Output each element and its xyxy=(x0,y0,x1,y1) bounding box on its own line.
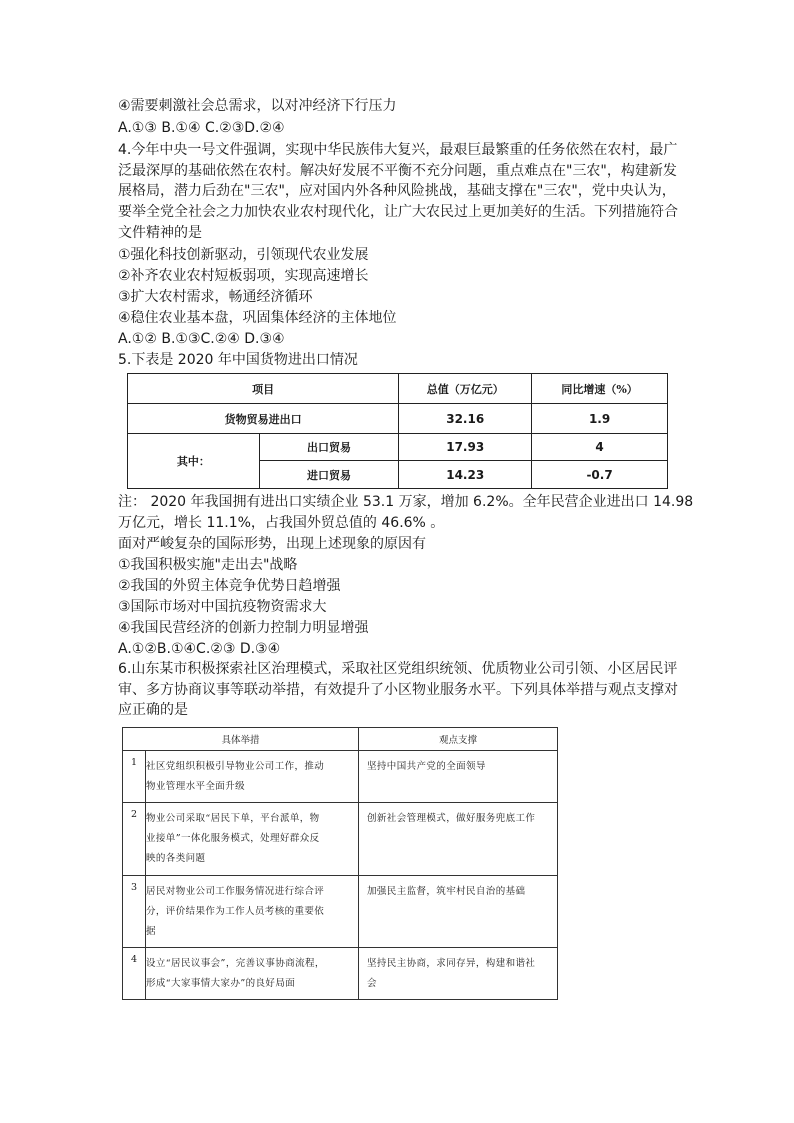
q6-stem-line: 审、多方协商议事等联动举措，有效提升了小区物业服务水平。下列具体举措与观点支撑对 xyxy=(118,681,678,698)
q5-question: 面对严峻复杂的国际形势，出现上述现象的原因有 xyxy=(118,536,426,552)
measure-line: 物业公司采取“居民下单，平台派单，物 xyxy=(146,813,320,824)
q4-stem xyxy=(118,140,678,244)
trade-import-value: 14.23 xyxy=(399,461,532,489)
q5-answer-choices: A.①②B.①④C.②③ D.③④ xyxy=(118,641,281,657)
row-measure xyxy=(146,948,359,1000)
row-index: 4 xyxy=(123,948,146,1000)
trade-table-header-item: 项目 xyxy=(128,374,399,404)
measure-line: 映的各类问题 xyxy=(146,853,206,864)
q5-note-line: 注： 2020 年我国拥有进出口实绩企业 53.1 万家，增加 6.2%。全年民营企业进出口 14.98 xyxy=(118,494,694,510)
q4-stem-line: 泛最深厚的基础依然在农村。解决好发展不平衡不充分问题，重点难点在"三农"，构建新发 xyxy=(118,162,677,179)
table-row xyxy=(123,876,558,948)
row-index: 1 xyxy=(123,751,146,803)
q4-option-4: ④稳住农业基本盘，巩固集体经济的主体地位 xyxy=(118,310,397,326)
trade-export-label: 出口贸易 xyxy=(259,434,399,461)
measure-line: 业接单”一体化服务模式，处理好群众反 xyxy=(146,833,320,844)
q6-stem-line: 6.山东某市积极探索社区治理模式，采取社区党组织统领、优质物业公司引领、小区居民评 xyxy=(118,661,678,677)
q5-option-3: ③国际市场对中国抗疫物资需求大 xyxy=(118,599,327,615)
q4-option-3: ③扩大农村需求，畅通经济循环 xyxy=(118,289,313,305)
measures-table xyxy=(122,727,558,1000)
q4-stem-line: 要举全党全社会之力加快农业农村现代化，让广大农民过上更加美好的生活。下列措施符合 xyxy=(118,204,678,221)
q4-stem-line: 展格局，潜力后劲在"三农"，应对国内外各种风险挑战，基础支撑在"三农"，党中央认为， xyxy=(118,183,676,200)
q4-option-1: ①强化科技创新驱动，引领现代农业发展 xyxy=(118,247,369,263)
q5-option-1: ①我国积极实施"走出去"战略 xyxy=(118,557,298,573)
trade-import-label: 进口贸易 xyxy=(259,461,399,489)
q3-option-4: ④需要刺激社会总需求，以对冲经济下行压力 xyxy=(118,98,397,114)
view-line: 会 xyxy=(367,978,377,989)
trade-import-growth: -0.7 xyxy=(532,461,668,489)
view-line: 坚持中国共产党的全面领导 xyxy=(367,761,486,772)
trade-total-value: 32.16 xyxy=(399,404,532,434)
measure-line: 社区党组织积极引导物业公司工作，推动 xyxy=(146,761,325,772)
trade-table-header-growth: 同比增速（%） xyxy=(532,374,668,404)
measure-line: 设立“居民议事会”，完善议事协商流程， xyxy=(146,958,325,969)
row-view xyxy=(359,876,558,948)
trade-export-growth: 4 xyxy=(532,434,668,461)
table-row xyxy=(123,751,558,803)
view-line: 创新社会管理模式，做好服务兜底工作 xyxy=(367,813,536,824)
trade-export-value: 17.93 xyxy=(399,434,532,461)
q5-option-2: ②我国的外贸主体竞争优势日趋增强 xyxy=(118,578,341,594)
measures-header-measure: 具体举措 xyxy=(123,728,359,751)
row-index: 3 xyxy=(123,876,146,948)
trade-table-header-value: 总值（万亿元） xyxy=(399,374,532,404)
q4-stem-line: 4.今年中央一号文件强调，实现中华民族伟大复兴，最艰巨最繁重的任务依然在农村，最广 xyxy=(118,142,678,158)
view-line: 坚持民主协商，求同存异，构建和谐社 xyxy=(367,958,536,969)
measure-line: 形成“大家事情大家办”的良好局面 xyxy=(146,978,296,989)
measure-line: 据 xyxy=(146,926,156,937)
row-measure xyxy=(146,751,359,803)
q5-option-4: ④我国民营经济的创新力控制力明显增强 xyxy=(118,620,369,636)
q5-note-line: 万亿元，增长 11.1%，占我国外贸总值的 46.6% 。 xyxy=(118,514,445,531)
row-measure xyxy=(146,876,359,948)
q4-answer-choices: A.①② B.①③C.②④ D.③④ xyxy=(118,331,285,347)
q5-note xyxy=(118,492,694,533)
row-index: 2 xyxy=(123,803,146,876)
q5-stem: 5.下表是 2020 年中国货物进出口情况 xyxy=(118,352,358,368)
q3-answer-choices: A.①③ B.①④ C.②③D.②④ xyxy=(118,120,285,136)
trade-table xyxy=(127,373,668,489)
q6-stem xyxy=(118,659,678,721)
q4-option-2: ②补齐农业农村短板弱项，实现高速增长 xyxy=(118,268,369,284)
table-row xyxy=(123,948,558,1000)
trade-total-growth: 1.9 xyxy=(532,404,668,434)
trade-group-label: 其中： xyxy=(128,434,260,489)
row-view xyxy=(359,803,558,876)
view-line: 加强民主监督，筑牢村民自治的基础 xyxy=(367,886,526,897)
measure-line: 物业管理水平全面升级 xyxy=(146,781,246,792)
table-row xyxy=(123,803,558,876)
measure-line: 分，评价结果作为工作人员考核的重要依 xyxy=(146,906,325,917)
row-view xyxy=(359,751,558,803)
q4-stem-line: 文件精神的是 xyxy=(118,224,202,241)
q6-stem-line: 应正确的是 xyxy=(118,702,188,719)
row-view xyxy=(359,948,558,1000)
measure-line: 居民对物业公司工作服务情况进行综合评 xyxy=(146,886,325,897)
measures-header-view: 观点支撑 xyxy=(359,728,558,751)
trade-total-label: 货物贸易进出口 xyxy=(128,404,399,434)
row-measure xyxy=(146,803,359,876)
